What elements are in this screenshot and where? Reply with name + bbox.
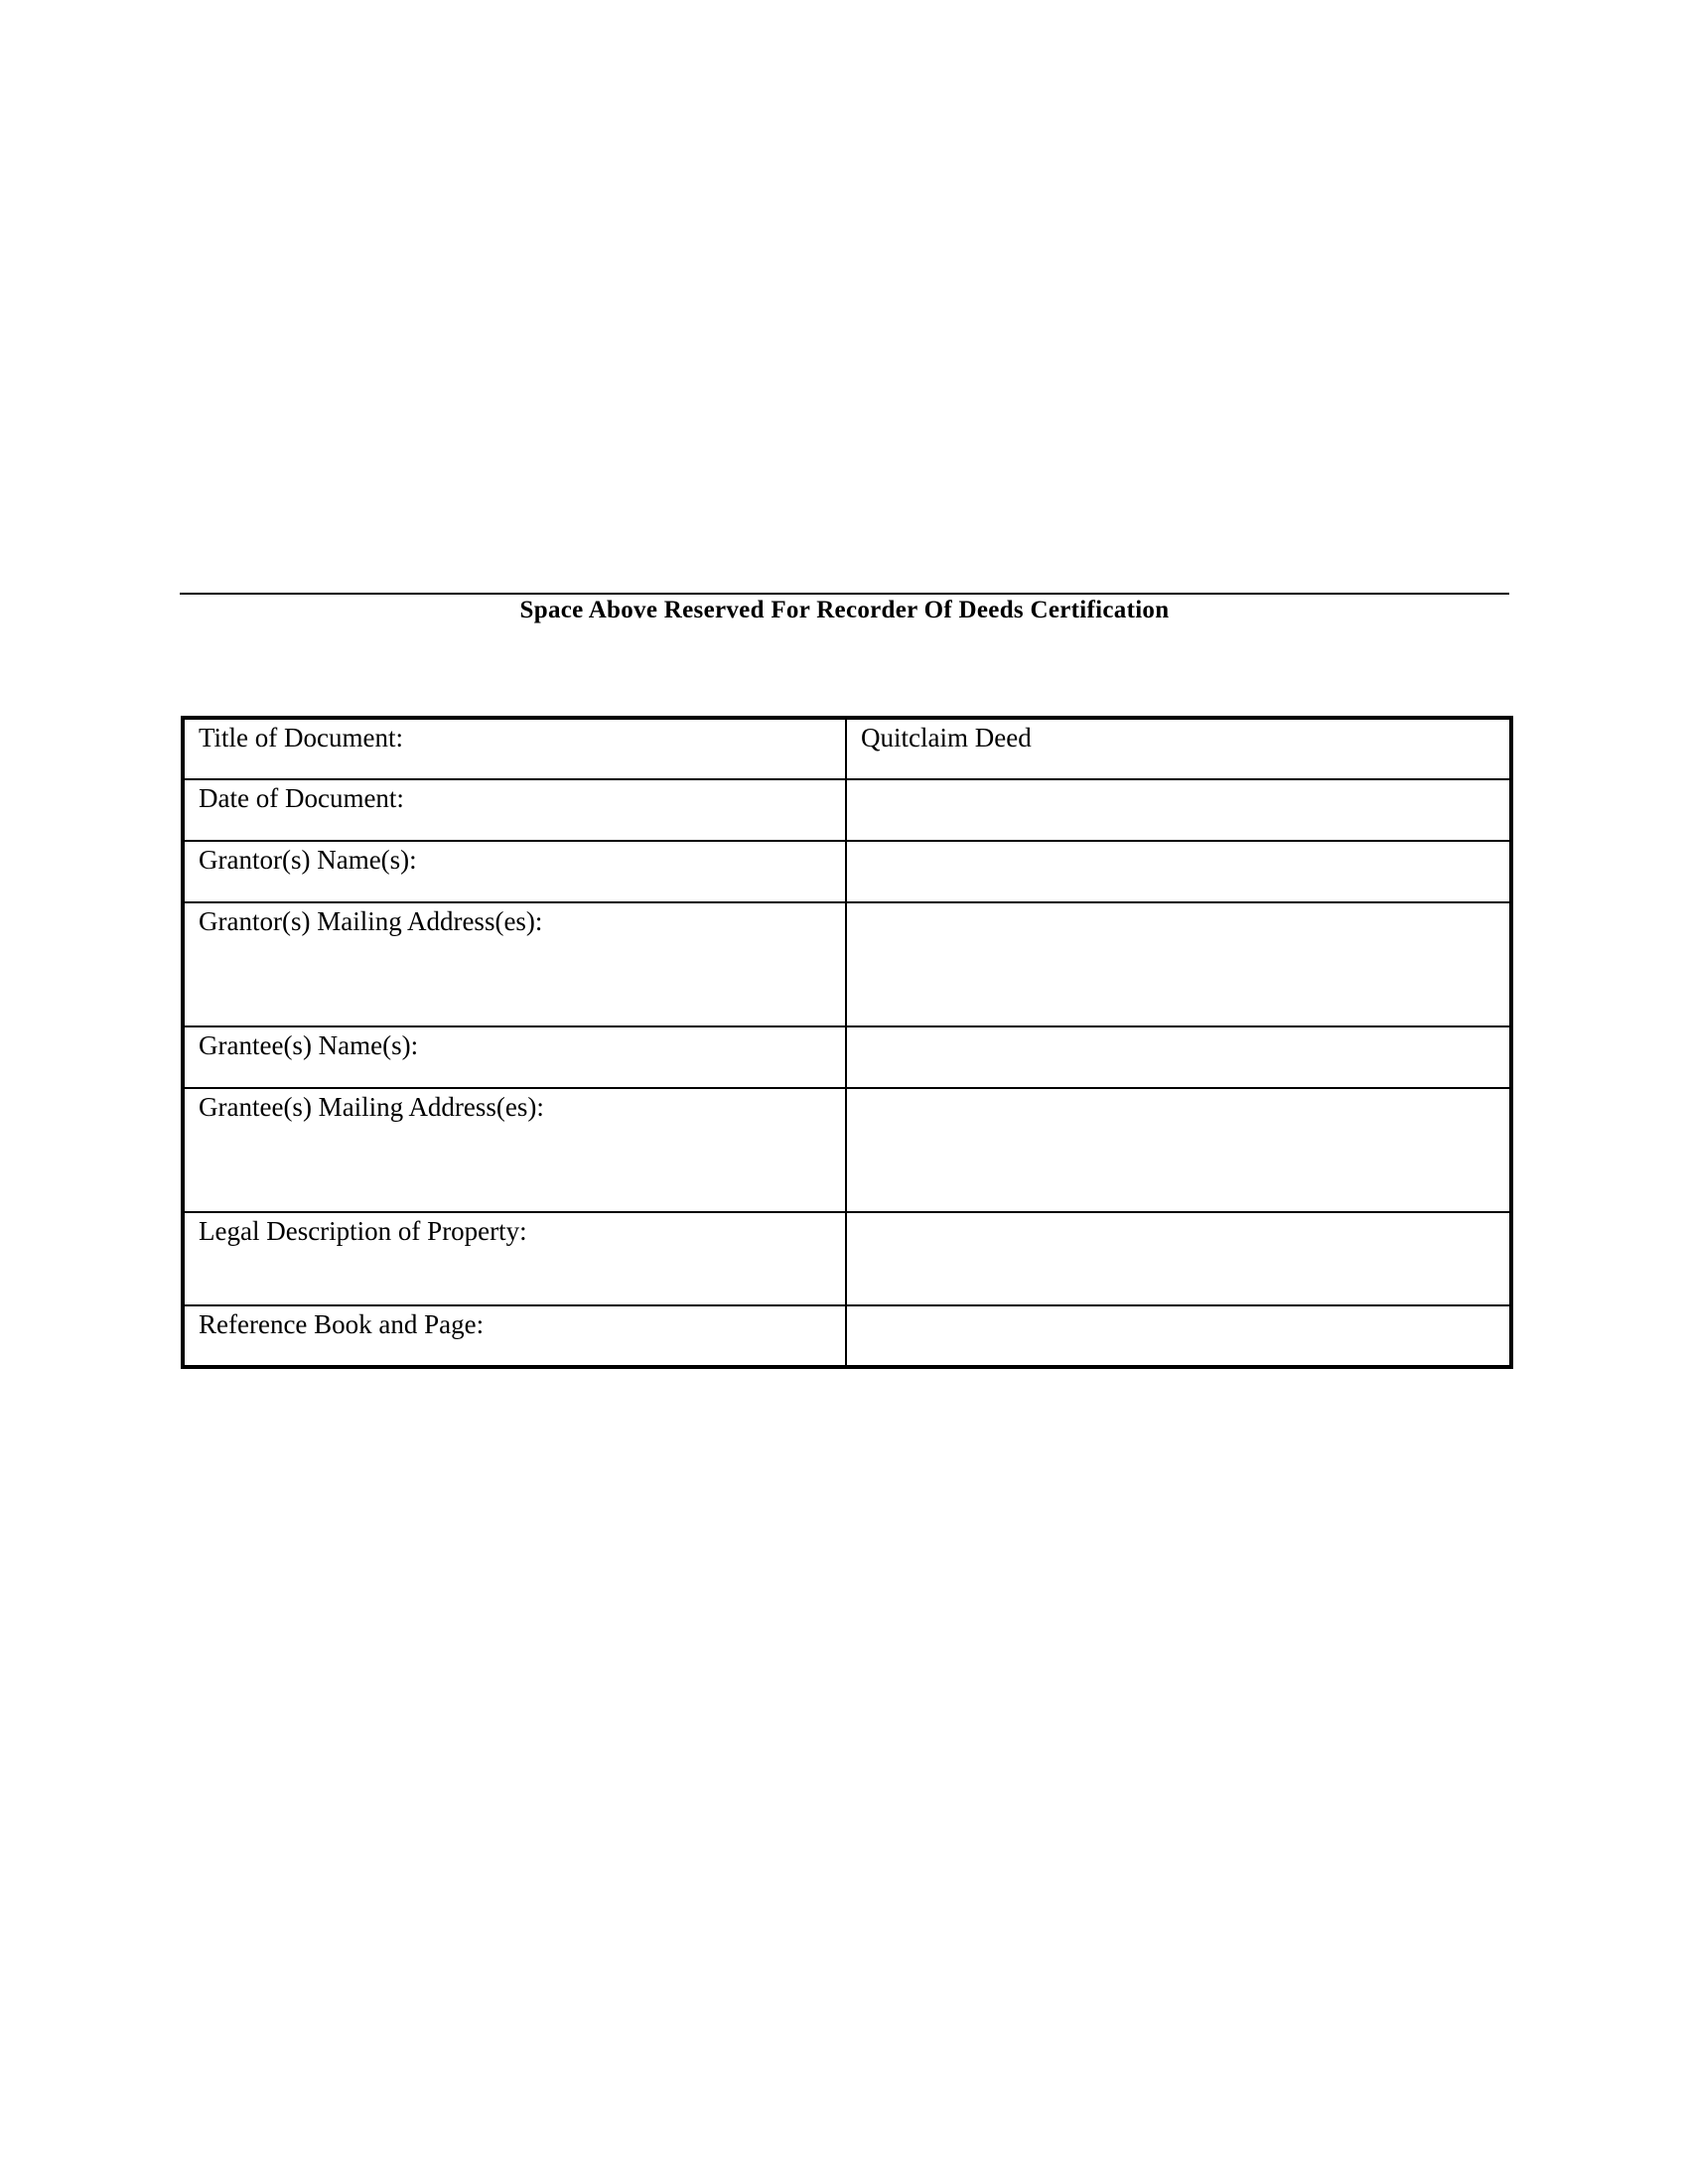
grantee-name-value[interactable] [846,1026,1511,1088]
reference-value[interactable] [846,1305,1511,1367]
table-row-title [183,718,1511,779]
date-label: Date of Document: [183,779,846,841]
grantee-name-label: Grantee(s) Name(s): [183,1026,846,1088]
table-row-grantor-name [183,841,1511,902]
table-row-legal-description [183,1212,1511,1305]
grantor-address-value[interactable] [846,902,1511,1026]
grantor-address-label: Grantor(s) Mailing Address(es): [183,902,846,1026]
grantor-name-label: Grantor(s) Name(s): [183,841,846,902]
date-value[interactable] [846,779,1511,841]
table-row-grantor-address [183,902,1511,1026]
grantor-name-value[interactable] [846,841,1511,902]
reference-label: Reference Book and Page: [183,1305,846,1367]
table-row-reference [183,1305,1511,1367]
document-summary-table [181,716,1513,1369]
legal-description-label: Legal Description of Property: [183,1212,846,1305]
table-row-grantee-address [183,1088,1511,1212]
title-value[interactable]: Quitclaim Deed [846,718,1511,779]
reserved-space-caption: Space Above Reserved For Recorder Of Deeds Certification [519,597,1170,623]
table-row-grantee-name [183,1026,1511,1088]
grantee-address-value[interactable] [846,1088,1511,1212]
legal-description-value[interactable] [846,1212,1511,1305]
title-label: Title of Document: [183,718,846,779]
table-row-date [183,779,1511,841]
grantee-address-label: Grantee(s) Mailing Address(es): [183,1088,846,1212]
